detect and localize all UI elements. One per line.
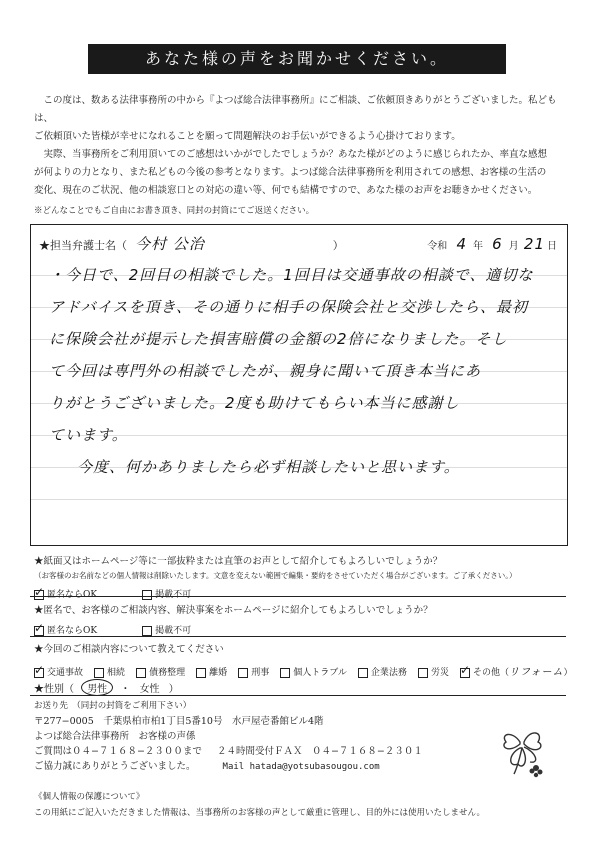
checkbox-checked[interactable] [34,626,44,636]
gender-female[interactable]: 女性 [139,684,160,695]
intro-p2a: 実際、当事務所をご利用頂いてのご感想はいかがでしたでしょうか？あなた様がどのように感じられたか、率直な感想 [43,149,548,160]
lawyer-name: 今村 公治 [135,235,205,253]
checkbox[interactable] [136,668,146,678]
q3-opt-criminal[interactable]: 刑事 [238,665,269,678]
checkbox[interactable] [142,626,152,636]
q3-opt-divorce[interactable]: 離婚 [196,665,227,678]
checkbox[interactable] [142,590,152,600]
checkbox-checked[interactable] [460,668,470,678]
intro-p2b: が何よりの力となり、また私どもの今後の参考となります。よつば総合法律事務所を利用されての感想、お客様の生活の [34,167,547,178]
page-title: あなた様の声をお聞かせください。 [88,44,506,74]
office-name: よつば総合法律事務所 お客様の声係 [34,731,196,742]
phone: ご質問は０４−７１６８−２３００まで [34,746,202,757]
q1-note: （お客様のお名前などの個人情報は削除いたします。文意を変えない範囲で編集・要約をさせていただく場合がございます。ご了承ください。） [34,571,517,580]
q2-not-allowed[interactable]: 掲載不可 [142,623,191,636]
q3-opt-inheritance[interactable]: 相続 [94,665,125,678]
checkbox-checked[interactable] [34,668,44,678]
clover-logo-icon [492,716,552,778]
date-year: 4 [456,235,467,253]
date-field: 令和 4 年 6 月 21 日 [427,235,557,253]
address: 〒277−0005 千葉県柏市柏1丁目5番10号 水戸屋壱番館ビル4階 [34,716,324,727]
q1-section [34,553,564,600]
date-month: 6 [492,235,503,253]
comment-line: に保険会社が提示した損害賠償の金額の2倍になりました。そし [49,330,508,348]
q2-section [34,602,564,636]
checkbox[interactable] [238,668,248,678]
checkbox[interactable] [94,668,104,678]
q4-section: ★性別（ 男性 ・ 女性 ） [34,679,564,696]
footer-address [34,699,423,775]
checkbox[interactable] [358,668,368,678]
date-day: 21 [523,235,545,253]
q3-section [34,641,573,678]
comment-line: 今度、何かありましたら必ず相談したいと思います。 [77,458,460,476]
intro-text [34,92,564,200]
comment-line: りがとうございました。2度も助けてもらい本当に感謝し [49,394,460,412]
privacy-text: この用紙にご記入いただきました情報は、当事務所のお客様の声として厳重に管理し、目的外には使用いたしません。 [34,808,486,818]
comment-line: アドバイスを頂き、その通りに相手の保険会社と交渉したら、最初 [49,298,528,316]
q3-opt-other[interactable]: ✓ その他（リフォーム） [460,663,573,678]
intro-p1b: ご依頼頂いた皆様が幸せになれることを願って問題解決のお手伝いができるよう心掛けております。 [34,131,461,142]
send-to: お送り先 （同封の封筒をご利用下さい） [34,701,192,711]
mail-link[interactable]: Mail hatada@yotsubasougou.com [222,762,380,772]
checkbox[interactable] [196,668,206,678]
checkbox[interactable] [280,668,290,678]
gender-male[interactable]: 男性 [81,679,113,696]
q3-opt-personal[interactable]: 個人トラブル [280,665,347,678]
lawyer-label: ★担当弁護士名（ 今村 公治 ） [39,235,344,253]
q3-opt-traffic[interactable]: ✓交通事故 [34,665,83,678]
q3-opt-labor[interactable]: 労災 [418,665,449,678]
handwritten-comment [49,259,555,483]
q2-anonymous-ok[interactable]: ✓匿名ならOK [34,623,97,636]
q3-opt-debt[interactable]: 債務整理 [136,665,185,678]
comment-line: て今回は専門外の相談でしたが、親身に聞いて頂き本当にあ [49,362,482,380]
intro-p2c: 変化、現在のご状況、他の相談窓口との対応の違い等、何でも結構ですので、あなた様のお声をお聴きかせください。 [34,185,538,196]
q2-text: ★匿名で、お客様のご相談内容、解決事案をホームページに紹介してもよろしいでしょうか？ [34,605,433,616]
fax: ２４時間受付ＦＡＸ ０４−７１６８−２３０１ [216,746,423,757]
comment-box[interactable] [30,224,568,546]
q3-opt-corporate[interactable]: 企業法務 [358,665,407,678]
q1-anonymous-ok[interactable]: ✓匿名ならOK [34,587,97,600]
q3-other-value: リフォーム [509,667,564,678]
privacy-title: 《個人情報の保護について》 [34,792,145,802]
return-note: ※どんなことでもご自由にお書き頂き、同封の封筒にてご返送ください。 [34,206,315,216]
comment-line: ・今日で、2回目の相談でした。1回目は交通事故の相談で、適切な [49,266,534,284]
q3-text: ★今回のご相談内容について教えてください [34,644,224,655]
comment-line: ています。 [49,426,128,444]
q1-text: ★紙面又はホームページ等に一部抜粋または直筆のお声として紹介してもよろしいでしょうか？ [34,556,443,567]
intro-p1a: この度は、数ある法律事務所の中から『よつば総合法律事務所』にご相談、ご依頼頂きありがとうございました。私どもは、 [34,95,557,124]
checkbox-checked[interactable] [34,590,44,600]
checkbox[interactable] [418,668,428,678]
thanks: ご協力誠にありがとうございました。 [34,761,196,772]
q1-not-allowed[interactable]: 掲載不可 [142,587,191,600]
